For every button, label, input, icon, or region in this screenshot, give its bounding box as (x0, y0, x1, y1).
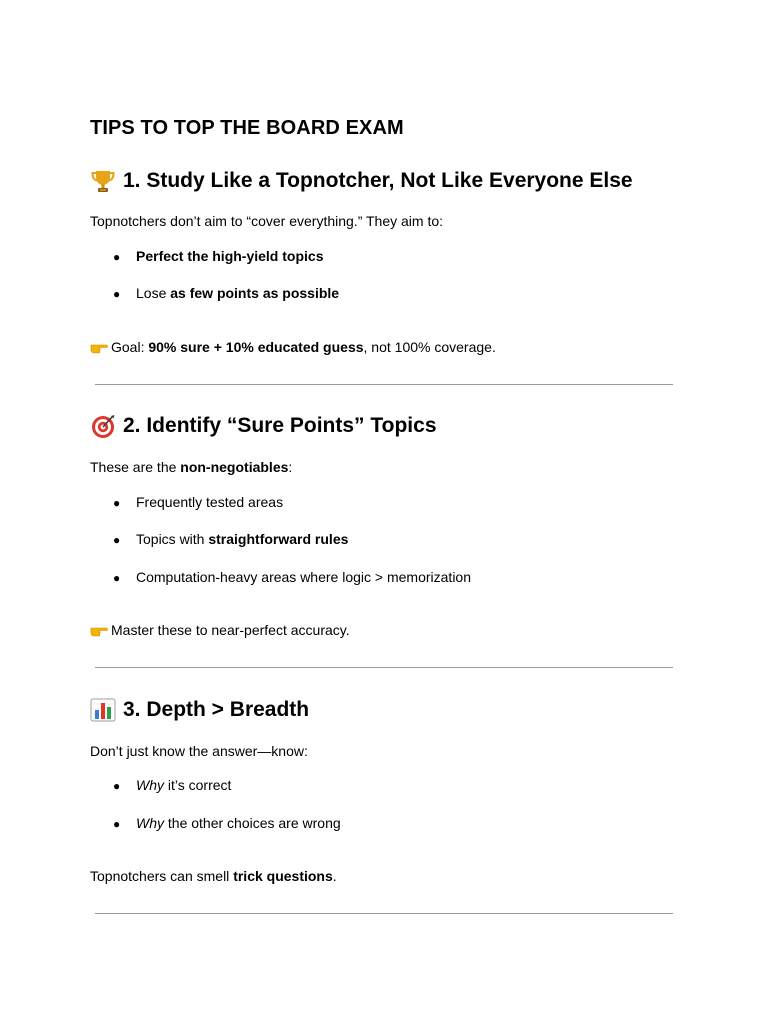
section-1-goal-note (90, 339, 496, 355)
bullet-italic-text: Why (136, 815, 164, 831)
intro-suffix: : (288, 459, 293, 475)
goal-label: Goal: (111, 339, 149, 355)
bullet-text: the other choices are wrong (164, 815, 341, 831)
goal-bold-text: 90% sure + 10% educated guess (148, 339, 364, 355)
intro-bold-text: non-negotiables (180, 459, 289, 475)
divider (95, 913, 673, 914)
list-item (113, 248, 323, 264)
bullet-dot: ● (113, 287, 121, 301)
section-2-intro (90, 459, 292, 475)
section-2-note (90, 622, 350, 638)
note-text: Master these to near-perfect accuracy. (111, 622, 350, 638)
section-heading-3-text: 3. Depth > Breadth (123, 698, 310, 721)
bullet-italic-text: Why (136, 777, 164, 793)
section-heading-2-text: 2. Identify “Sure Points” Topics (123, 414, 437, 437)
bullet-text: Frequently tested areas (136, 494, 284, 510)
section-heading-1-text: 1. Study Like a Topnotcher, Not Like Everyone Else (123, 169, 633, 192)
closing-bold-text: trick questions (233, 868, 333, 884)
pointing-hand-icon (90, 623, 108, 637)
list-item (113, 531, 348, 547)
bullet-dot: ● (113, 533, 121, 547)
trophy-icon (90, 168, 116, 194)
section-heading-3 (90, 697, 309, 723)
bullet-bold-text: as few points as possible (170, 285, 340, 301)
bullet-text: Topics with (136, 531, 209, 547)
section-3-closing (90, 868, 337, 884)
list-item (113, 285, 339, 301)
bullet-dot: ● (113, 496, 121, 510)
bullet-dot: ● (113, 817, 121, 831)
bullet-dot: ● (113, 250, 121, 264)
section-1-intro: Topnotchers don’t aim to “cover everything.” They aim to: (90, 213, 444, 229)
section-heading-2 (90, 413, 437, 439)
intro-text: These are the (90, 459, 181, 475)
section-heading-1 (90, 168, 633, 194)
goal-suffix: , not 100% coverage. (363, 339, 496, 355)
list-item (113, 815, 341, 831)
document-title: TIPS TO TOP THE BOARD EXAM (90, 117, 404, 139)
divider (95, 384, 673, 385)
list-item (113, 777, 231, 793)
bullet-bold-text: straightforward rules (208, 531, 349, 547)
closing-suffix: . (332, 868, 337, 884)
list-item (113, 569, 471, 585)
bar-chart-icon (90, 697, 116, 723)
closing-text: Topnotchers can smell (90, 868, 234, 884)
bullet-bold-text: Perfect the high-yield topics (136, 248, 324, 264)
divider (95, 667, 673, 668)
target-icon (90, 413, 116, 439)
bullet-text: Computation-heavy areas where logic > memorization (136, 569, 471, 585)
bullet-dot: ● (113, 779, 121, 793)
bullet-text: it’s correct (164, 777, 232, 793)
bullet-dot: ● (113, 571, 121, 585)
pointing-hand-icon (90, 340, 108, 354)
section-3-intro: Don’t just know the answer—know: (90, 743, 308, 759)
bullet-text: Lose (136, 285, 171, 301)
list-item (113, 494, 283, 510)
